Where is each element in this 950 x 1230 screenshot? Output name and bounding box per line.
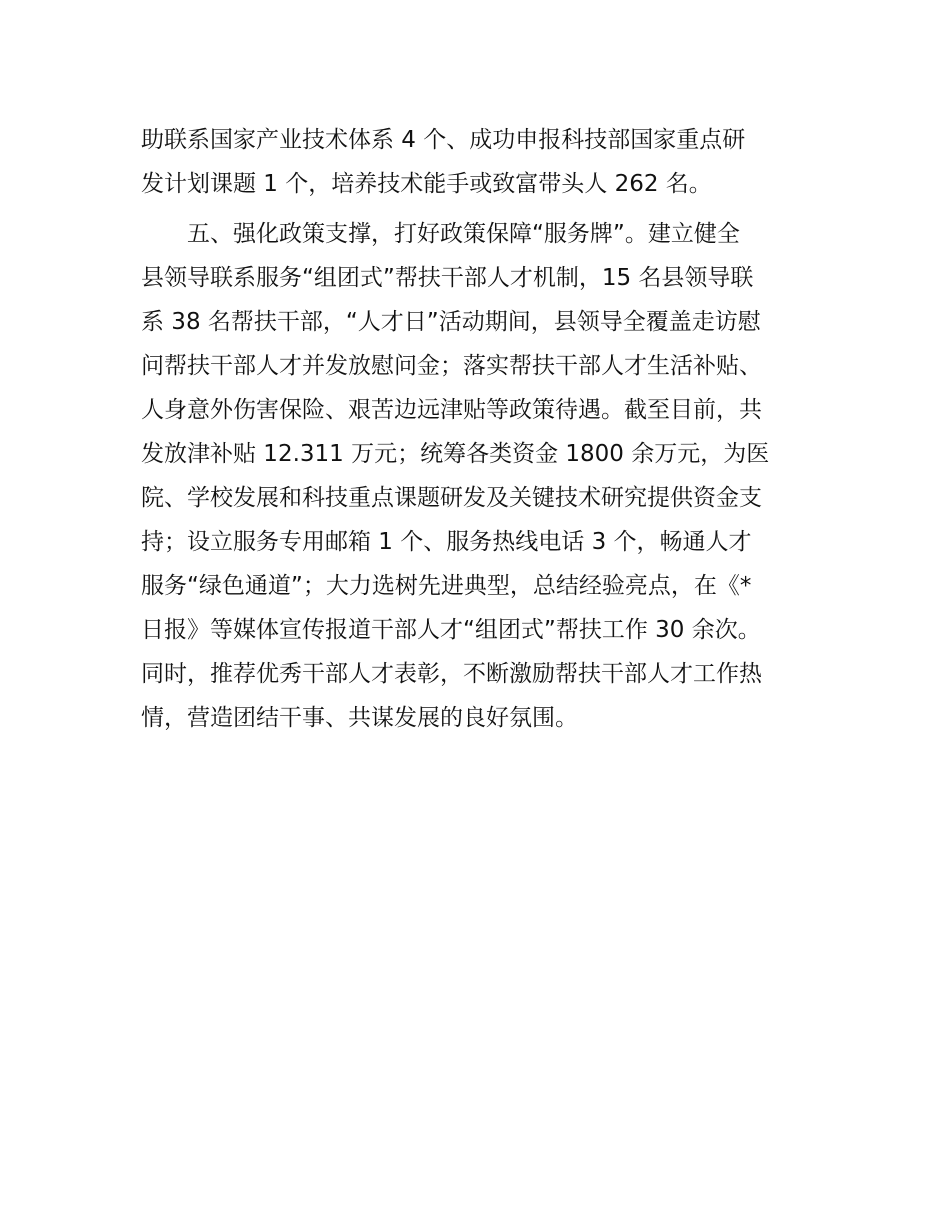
text-line: 问帮扶干部人才并发放慰问金；落实帮扶干部人才生活补贴、 <box>141 353 762 379</box>
text-line: 人身意外伤害保险、艰苦边远津贴等政策待遇。截至目前，共 <box>141 397 762 423</box>
paragraph-section-five <box>141 212 813 740</box>
text-line: 发放津补贴 12.311 万元；统筹各类资金 1800 余万元，为医 <box>141 441 770 467</box>
text-line: 持；设立服务专用邮箱 1 个、服务热线电话 3 个，畅通人才 <box>141 529 752 555</box>
text-line: 系 38 名帮扶干部，“人才日”活动期间，县领导全覆盖走访慰 <box>141 309 761 335</box>
text-line: 院、学校发展和科技重点课题研发及关键技术研究提供资金支 <box>141 485 762 511</box>
text-line: 助联系国家产业技术体系 4 个、成功申报科技部国家重点研 <box>141 127 746 153</box>
text-line: 县领导联系服务“组团式”帮扶干部人才机制，15 名县领导联 <box>141 265 754 291</box>
text-line: 发计划课题 1 个，培养技术能手或致富带头人 262 名。 <box>141 171 712 197</box>
document-body <box>141 118 813 746</box>
text-line: 同时，推荐优秀干部人才表彰，不断激励帮扶干部人才工作热 <box>141 661 762 687</box>
text-line: 服务“绿色通道”；大力选树先进典型，总结经验亮点，在《* <box>141 573 752 599</box>
paragraph-continuation <box>141 118 813 206</box>
text-line: 情，营造团结干事、共谋发展的良好氛围。 <box>141 705 578 731</box>
text-line: 日报》等媒体宣传报道干部人才“组团式”帮扶工作 30 余次。 <box>141 617 761 643</box>
text-line-indented: 五、强化政策支撑，打好政策保障“服务牌”。建立健全 <box>187 221 740 247</box>
